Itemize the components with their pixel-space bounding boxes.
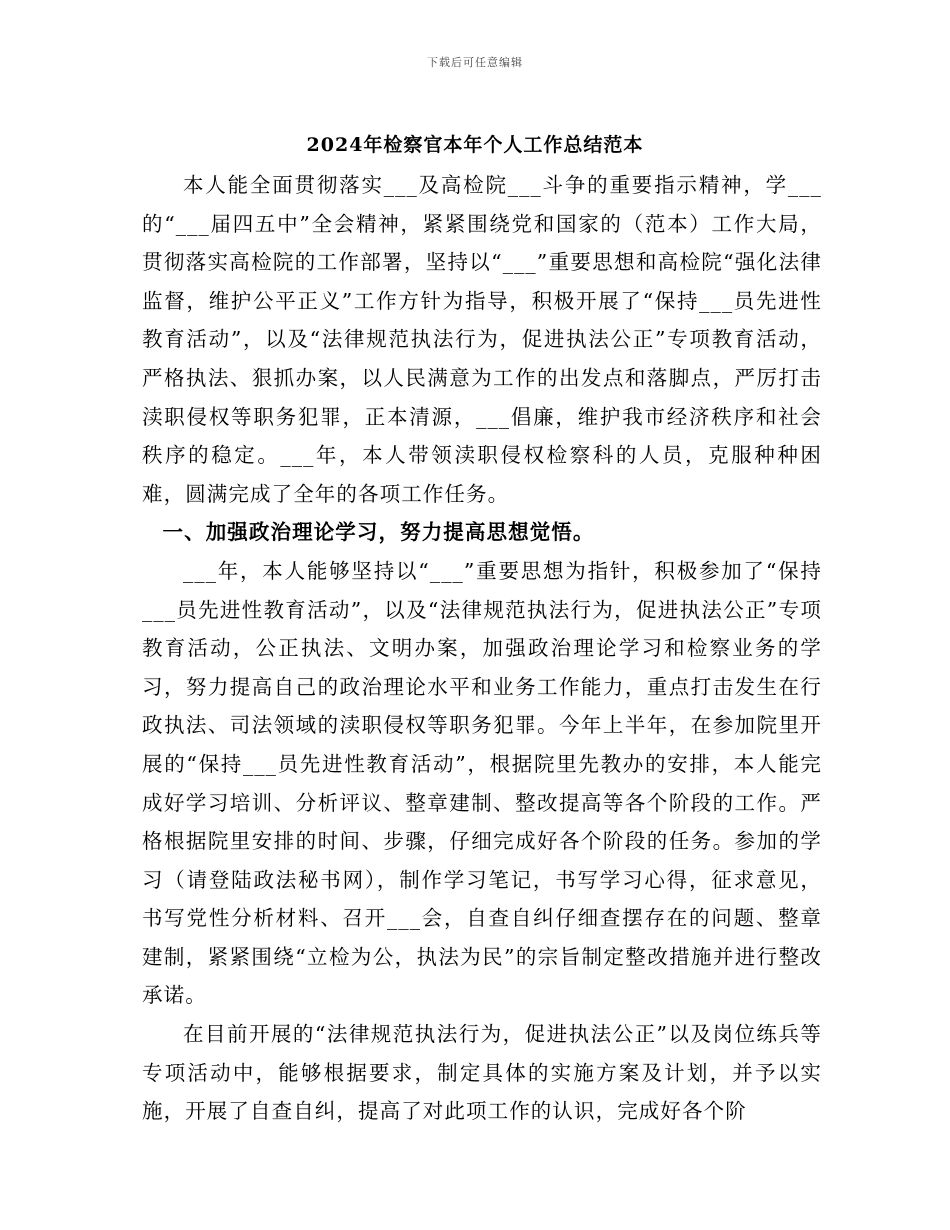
page-header-note: 下载后可任意编辑 [427,56,523,69]
document-body [142,166,822,1131]
section1-paragraph-2: 在目前开展的“法律规范执法行为，促进执法公正”以及岗位练兵等专项活动中，能够根据要求，制定具体的实施方案及计划，并予以实施，开展了自查自纠，提高了对此项工作的认识，完成好各个阶 [142,1022,822,1124]
document-title: 2024年检察官本年个人工作总结范本 [306,134,644,156]
intro-paragraph: 本人能全面贯彻落实___及高检院___斗争的重要指示精神，学___的“___届四五中”全会精神，紧紧围绕党和国家的（范本）工作大局，贯彻落实高检院的工作部署，坚持以“___”重要思想和高检院“强化法律监督，维护公平正义”工作方针为指导，积极开展了“保持___员先进性教育活动”，以及“法律规范执法行为，促进执法公正”专项教育活动，严格执法、狠抓办案，以人民满意为工作的出发点和落脚点，严厉打击渎职侵权等职务犯罪，正本清源，___倡廉，维护我市经济秩序和社会秩序的稳定。___年，本人带领渎职侵权检察科的人员，克服种种困难，圆满完成了全年的各项工作任务。 [142,173,822,506]
section1-paragraph-1: ___年，本人能够坚持以“___”重要思想为指针，积极参加了“保持___员先进性教育活动”，以及“法律规范执法行为，促进执法公正”专项教育活动，公正执法、文明办案，加强政治理论学习和检察业务的学习，努力提高自己的政治理论水平和业务工作能力，重点打击发生在行政执法、司法领域的渎职侵权等职务犯罪。今年上半年，在参加院里开展的“保持___员先进性教育活动”，根据院里先教办的安排，本人能完成好学习培训、分析评议、整章建制、整改提高等各个阶段的工作。严格根据院里安排的时间、步骤，仔细完成好各个阶段的任务。参加的学习（请登陆政法秘书网），制作学习笔记，书写学习心得，征求意见，书写党性分析材料、召开___会，自查自纠仔细查摆存在的问题、整章建制，紧紧围绕“立检为公，执法为民”的宗旨制定整改措施并进行整改承诺。 [142,558,822,1008]
section-heading-1: 一、加强政治理论学习，努力提高思想觉悟。 [162,520,595,545]
